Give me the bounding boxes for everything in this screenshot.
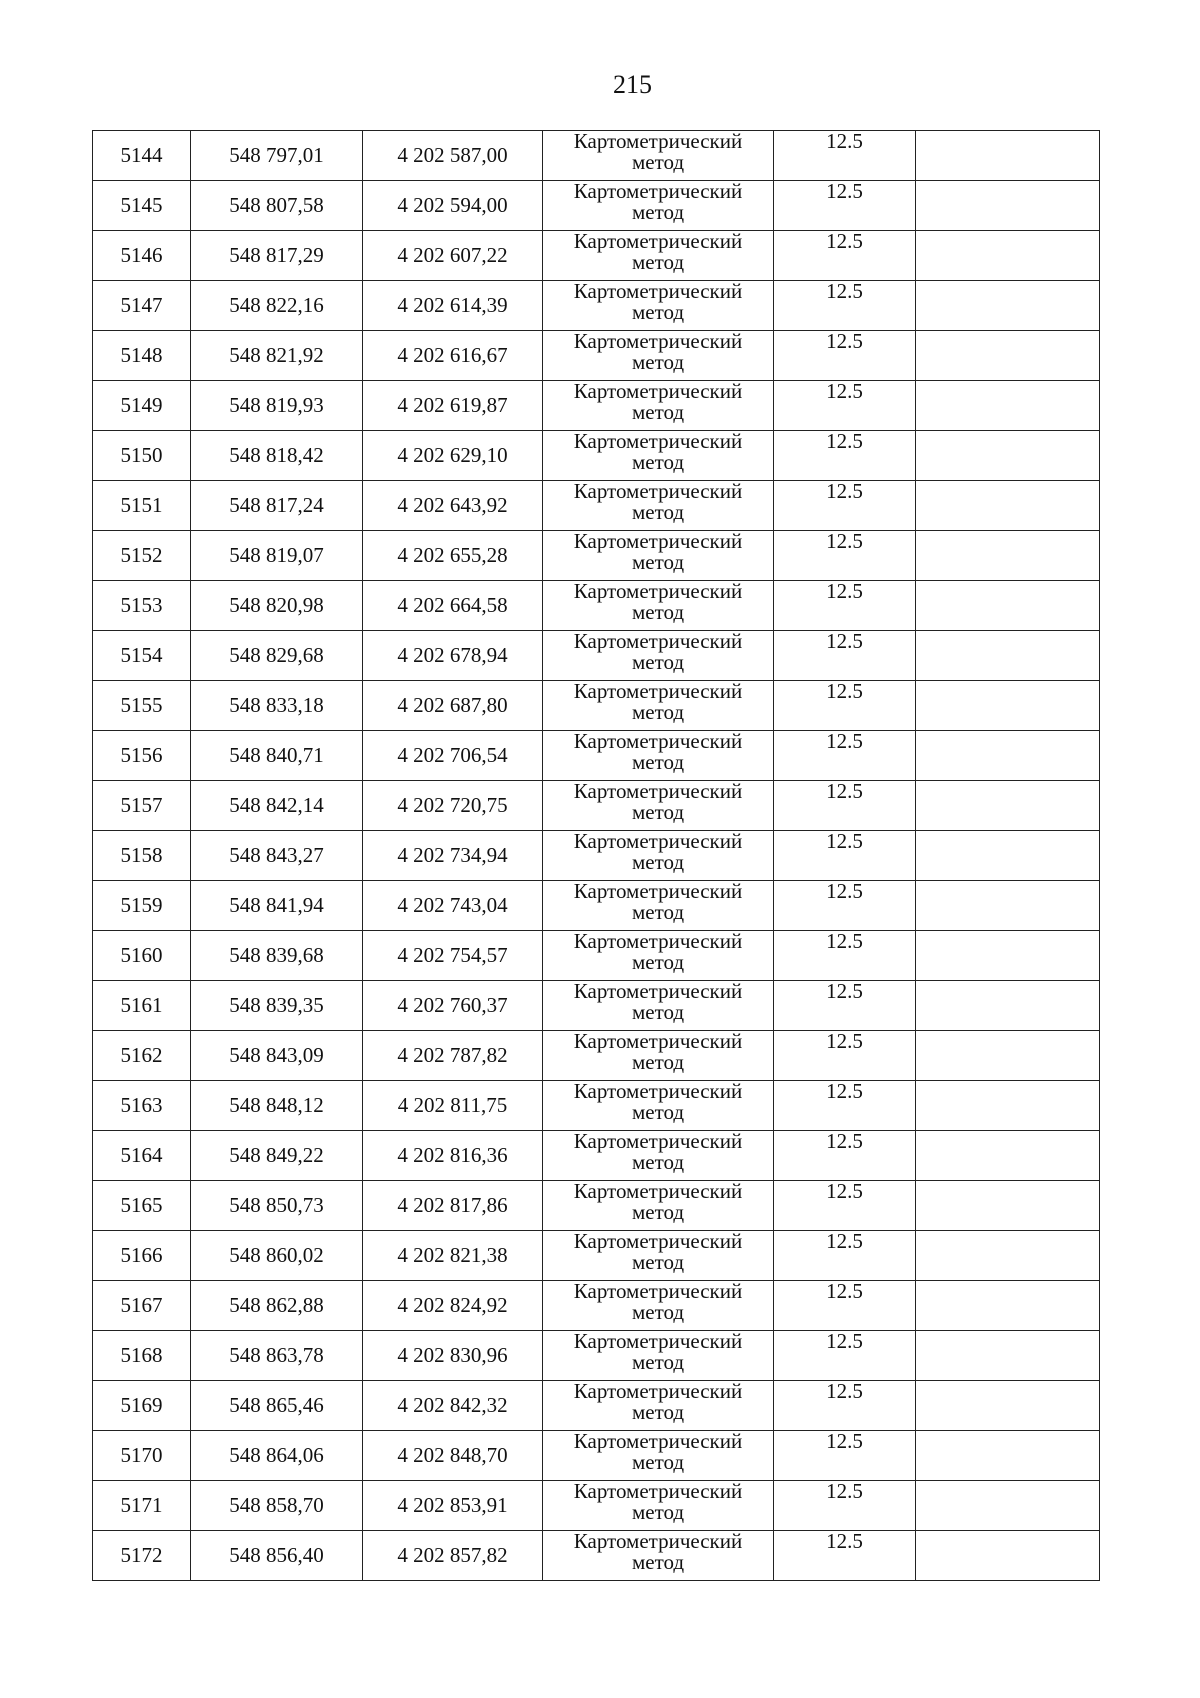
method-line-1: Картометрический [573, 1279, 743, 1303]
method-line-2: метод [631, 1050, 685, 1074]
note-cell [916, 481, 1100, 531]
note-cell [916, 381, 1100, 431]
accuracy-cell: 12.5 [774, 381, 916, 431]
method-line-2: метод [631, 300, 685, 324]
table-row [93, 331, 1100, 381]
coordinate-y-cell: 4 202 664,58 [363, 581, 543, 631]
note-cell [916, 531, 1100, 581]
accuracy-cell: 12.5 [774, 631, 916, 681]
note-cell [916, 181, 1100, 231]
note-cell [916, 1131, 1100, 1181]
coordinate-y-cell: 4 202 842,32 [363, 1381, 543, 1431]
accuracy-cell: 12.5 [774, 881, 916, 931]
method-cell [543, 381, 774, 431]
table-row [93, 831, 1100, 881]
coordinates-table-body [93, 131, 1100, 1581]
method-line-2: метод [631, 900, 685, 924]
point-number-cell: 5164 [93, 1131, 191, 1181]
note-cell [916, 1331, 1100, 1381]
method-cell [543, 331, 774, 381]
method-line-2: метод [631, 1200, 685, 1224]
accuracy-cell: 12.5 [774, 831, 916, 881]
coordinate-y-cell: 4 202 720,75 [363, 781, 543, 831]
point-number-cell: 5163 [93, 1081, 191, 1131]
note-cell [916, 431, 1100, 481]
method-cell [543, 1331, 774, 1381]
method-line-2: метод [631, 950, 685, 974]
method-cell [543, 1431, 774, 1481]
point-number-cell: 5162 [93, 1031, 191, 1081]
method-cell [543, 781, 774, 831]
note-cell [916, 831, 1100, 881]
method-cell [543, 1381, 774, 1431]
method-cell [543, 281, 774, 331]
method-cell [543, 1081, 774, 1131]
coordinate-y-cell: 4 202 614,39 [363, 281, 543, 331]
point-number-cell: 5172 [93, 1531, 191, 1581]
point-number-cell: 5146 [93, 231, 191, 281]
method-line-2: метод [631, 850, 685, 874]
accuracy-cell: 12.5 [774, 581, 916, 631]
table-row [93, 431, 1100, 481]
coordinate-x-cell: 548 833,18 [191, 681, 363, 731]
point-number-cell: 5144 [93, 131, 191, 181]
method-line-2: метод [631, 1250, 685, 1274]
point-number-cell: 5151 [93, 481, 191, 531]
coordinate-y-cell: 4 202 811,75 [363, 1081, 543, 1131]
coordinate-y-cell: 4 202 706,54 [363, 731, 543, 781]
method-line-1: Картометрический [573, 1029, 743, 1053]
note-cell [916, 1481, 1100, 1531]
note-cell [916, 131, 1100, 181]
method-cell [543, 581, 774, 631]
method-line-2: метод [631, 750, 685, 774]
coordinate-y-cell: 4 202 594,00 [363, 181, 543, 231]
point-number-cell: 5160 [93, 931, 191, 981]
note-cell [916, 1031, 1100, 1081]
point-number-cell: 5156 [93, 731, 191, 781]
method-line-1: Картометрический [573, 1379, 743, 1403]
method-line-2: метод [631, 800, 685, 824]
coordinate-x-cell: 548 865,46 [191, 1381, 363, 1431]
table-row [93, 1031, 1100, 1081]
accuracy-cell: 12.5 [774, 1081, 916, 1131]
note-cell [916, 681, 1100, 731]
table-row [93, 881, 1100, 931]
coordinate-y-cell: 4 202 760,37 [363, 981, 543, 1031]
accuracy-cell: 12.5 [774, 1481, 916, 1531]
note-cell [916, 1531, 1100, 1581]
point-number-cell: 5165 [93, 1181, 191, 1231]
method-cell [543, 881, 774, 931]
coordinate-x-cell: 548 821,92 [191, 331, 363, 381]
point-number-cell: 5161 [93, 981, 191, 1031]
method-cell [543, 181, 774, 231]
accuracy-cell: 12.5 [774, 1431, 916, 1481]
method-cell [543, 1031, 774, 1081]
method-line-2: метод [631, 200, 685, 224]
accuracy-cell: 12.5 [774, 1531, 916, 1581]
coordinate-x-cell: 548 820,98 [191, 581, 363, 631]
method-line-1: Картометрический [573, 879, 743, 903]
note-cell [916, 1081, 1100, 1131]
coordinate-y-cell: 4 202 817,86 [363, 1181, 543, 1231]
coordinate-x-cell: 548 829,68 [191, 631, 363, 681]
method-cell [543, 481, 774, 531]
coordinate-x-cell: 548 843,09 [191, 1031, 363, 1081]
accuracy-cell: 12.5 [774, 981, 916, 1031]
method-cell [543, 1181, 774, 1231]
coordinate-y-cell: 4 202 616,67 [363, 331, 543, 381]
coordinate-x-cell: 548 819,93 [191, 381, 363, 431]
coordinate-y-cell: 4 202 830,96 [363, 1331, 543, 1381]
table-row [93, 581, 1100, 631]
method-line-1: Картометрический [573, 529, 743, 553]
method-cell [543, 981, 774, 1031]
coordinate-y-cell: 4 202 787,82 [363, 1031, 543, 1081]
coordinate-y-cell: 4 202 629,10 [363, 431, 543, 481]
method-line-2: метод [631, 1150, 685, 1174]
method-cell [543, 731, 774, 781]
coordinate-x-cell: 548 849,22 [191, 1131, 363, 1181]
method-cell [543, 681, 774, 731]
accuracy-cell: 12.5 [774, 281, 916, 331]
method-line-2: метод [631, 1100, 685, 1124]
coordinate-y-cell: 4 202 824,92 [363, 1281, 543, 1331]
accuracy-cell: 12.5 [774, 781, 916, 831]
coordinate-x-cell: 548 840,71 [191, 731, 363, 781]
table-row [93, 231, 1100, 281]
point-number-cell: 5148 [93, 331, 191, 381]
method-cell [543, 1231, 774, 1281]
coordinate-x-cell: 548 850,73 [191, 1181, 363, 1231]
coordinate-y-cell: 4 202 619,87 [363, 381, 543, 431]
coordinate-y-cell: 4 202 853,91 [363, 1481, 543, 1531]
coordinate-x-cell: 548 819,07 [191, 531, 363, 581]
note-cell [916, 731, 1100, 781]
point-number-cell: 5155 [93, 681, 191, 731]
table-row [93, 281, 1100, 331]
method-line-1: Картометрический [573, 679, 743, 703]
method-line-1: Картометрический [573, 779, 743, 803]
method-cell [543, 1481, 774, 1531]
accuracy-cell: 12.5 [774, 1331, 916, 1381]
accuracy-cell: 12.5 [774, 1181, 916, 1231]
coordinate-x-cell: 548 817,29 [191, 231, 363, 281]
table-row [93, 681, 1100, 731]
accuracy-cell: 12.5 [774, 1231, 916, 1281]
method-line-1: Картометрический [573, 229, 743, 253]
table-row [93, 781, 1100, 831]
coordinate-x-cell: 548 818,42 [191, 431, 363, 481]
method-line-2: метод [631, 700, 685, 724]
table-row [93, 731, 1100, 781]
accuracy-cell: 12.5 [774, 531, 916, 581]
method-cell [543, 431, 774, 481]
method-line-2: метод [631, 450, 685, 474]
point-number-cell: 5153 [93, 581, 191, 631]
method-cell [543, 831, 774, 881]
accuracy-cell: 12.5 [774, 181, 916, 231]
coordinate-y-cell: 4 202 848,70 [363, 1431, 543, 1481]
coordinate-x-cell: 548 860,02 [191, 1231, 363, 1281]
table-row [93, 1181, 1100, 1231]
method-line-2: метод [631, 600, 685, 624]
table-row [93, 931, 1100, 981]
method-cell [543, 231, 774, 281]
coordinate-x-cell: 548 856,40 [191, 1531, 363, 1581]
table-row [93, 131, 1100, 181]
note-cell [916, 981, 1100, 1031]
coordinate-x-cell: 548 839,68 [191, 931, 363, 981]
point-number-cell: 5157 [93, 781, 191, 831]
point-number-cell: 5171 [93, 1481, 191, 1531]
note-cell [916, 1181, 1100, 1231]
method-line-2: метод [631, 650, 685, 674]
note-cell [916, 1431, 1100, 1481]
method-cell [543, 1531, 774, 1581]
point-number-cell: 5152 [93, 531, 191, 581]
method-line-1: Картометрический [573, 929, 743, 953]
accuracy-cell: 12.5 [774, 331, 916, 381]
method-line-1: Картометрический [573, 429, 743, 453]
method-line-1: Картометрический [573, 979, 743, 1003]
method-line-1: Картометрический [573, 1529, 743, 1553]
method-line-2: метод [631, 500, 685, 524]
table-row [93, 1131, 1100, 1181]
coordinate-y-cell: 4 202 687,80 [363, 681, 543, 731]
coordinate-y-cell: 4 202 816,36 [363, 1131, 543, 1181]
coordinate-x-cell: 548 797,01 [191, 131, 363, 181]
coordinate-x-cell: 548 822,16 [191, 281, 363, 331]
coordinate-y-cell: 4 202 678,94 [363, 631, 543, 681]
method-line-2: метод [631, 1550, 685, 1574]
method-line-2: метод [631, 1350, 685, 1374]
method-line-1: Картометрический [573, 1429, 743, 1453]
method-line-2: метод [631, 350, 685, 374]
method-line-2: метод [631, 1300, 685, 1324]
point-number-cell: 5170 [93, 1431, 191, 1481]
accuracy-cell: 12.5 [774, 431, 916, 481]
method-cell [543, 131, 774, 181]
method-line-1: Картометрический [573, 1229, 743, 1253]
table-row [93, 181, 1100, 231]
note-cell [916, 281, 1100, 331]
method-line-2: метод [631, 1500, 685, 1524]
method-line-2: метод [631, 550, 685, 574]
accuracy-cell: 12.5 [774, 731, 916, 781]
method-line-1: Картометрический [573, 579, 743, 603]
table-row [93, 1381, 1100, 1431]
point-number-cell: 5169 [93, 1381, 191, 1431]
method-line-1: Картометрический [573, 1079, 743, 1103]
point-number-cell: 5154 [93, 631, 191, 681]
method-line-2: метод [631, 1400, 685, 1424]
method-line-1: Картометрический [573, 329, 743, 353]
note-cell [916, 581, 1100, 631]
coordinate-y-cell: 4 202 607,22 [363, 231, 543, 281]
method-line-1: Картометрический [573, 1329, 743, 1353]
table-row [93, 981, 1100, 1031]
method-line-1: Картометрический [573, 829, 743, 853]
point-number-cell: 5168 [93, 1331, 191, 1381]
page-number: 215 [613, 70, 652, 99]
table-row [93, 1531, 1100, 1581]
method-cell [543, 631, 774, 681]
note-cell [916, 231, 1100, 281]
coordinate-y-cell: 4 202 655,28 [363, 531, 543, 581]
method-line-1: Картометрический [573, 1179, 743, 1203]
method-cell [543, 531, 774, 581]
point-number-cell: 5158 [93, 831, 191, 881]
method-line-1: Картометрический [573, 129, 743, 153]
method-line-1: Картометрический [573, 1129, 743, 1153]
coordinate-y-cell: 4 202 743,04 [363, 881, 543, 931]
note-cell [916, 1231, 1100, 1281]
method-line-2: метод [631, 1450, 685, 1474]
coordinate-y-cell: 4 202 734,94 [363, 831, 543, 881]
coordinate-x-cell: 548 817,24 [191, 481, 363, 531]
accuracy-cell: 12.5 [774, 131, 916, 181]
accuracy-cell: 12.5 [774, 681, 916, 731]
note-cell [916, 1281, 1100, 1331]
table-row [93, 631, 1100, 681]
coordinate-x-cell: 548 839,35 [191, 981, 363, 1031]
coordinate-y-cell: 4 202 857,82 [363, 1531, 543, 1581]
table-row [93, 1431, 1100, 1481]
table-row [93, 1081, 1100, 1131]
method-cell [543, 931, 774, 981]
method-line-1: Картометрический [573, 279, 743, 303]
note-cell [916, 1381, 1100, 1431]
coordinates-table [92, 130, 1100, 1581]
table-row [93, 381, 1100, 431]
coordinate-y-cell: 4 202 587,00 [363, 131, 543, 181]
method-line-1: Картометрический [573, 629, 743, 653]
method-line-1: Картометрический [573, 729, 743, 753]
method-cell [543, 1131, 774, 1181]
coordinate-y-cell: 4 202 821,38 [363, 1231, 543, 1281]
method-line-2: метод [631, 1000, 685, 1024]
table-row [93, 531, 1100, 581]
table-row [93, 1331, 1100, 1381]
accuracy-cell: 12.5 [774, 931, 916, 981]
method-line-1: Картометрический [573, 1479, 743, 1503]
point-number-cell: 5159 [93, 881, 191, 931]
method-line-2: метод [631, 250, 685, 274]
accuracy-cell: 12.5 [774, 481, 916, 531]
coordinate-y-cell: 4 202 643,92 [363, 481, 543, 531]
method-line-1: Картометрический [573, 379, 743, 403]
point-number-cell: 5149 [93, 381, 191, 431]
accuracy-cell: 12.5 [774, 231, 916, 281]
table-row [93, 1231, 1100, 1281]
point-number-cell: 5145 [93, 181, 191, 231]
note-cell [916, 631, 1100, 681]
point-number-cell: 5150 [93, 431, 191, 481]
accuracy-cell: 12.5 [774, 1031, 916, 1081]
coordinate-x-cell: 548 848,12 [191, 1081, 363, 1131]
coordinate-x-cell: 548 863,78 [191, 1331, 363, 1381]
table-row [93, 1481, 1100, 1531]
point-number-cell: 5167 [93, 1281, 191, 1331]
note-cell [916, 931, 1100, 981]
method-line-1: Картометрический [573, 179, 743, 203]
method-line-2: метод [631, 150, 685, 174]
accuracy-cell: 12.5 [774, 1131, 916, 1181]
method-line-1: Картометрический [573, 479, 743, 503]
coordinate-x-cell: 548 841,94 [191, 881, 363, 931]
coordinate-x-cell: 548 858,70 [191, 1481, 363, 1531]
note-cell [916, 331, 1100, 381]
note-cell [916, 881, 1100, 931]
table-row [93, 1281, 1100, 1331]
method-line-2: метод [631, 400, 685, 424]
table-row [93, 481, 1100, 531]
accuracy-cell: 12.5 [774, 1281, 916, 1331]
coordinate-x-cell: 548 864,06 [191, 1431, 363, 1481]
accuracy-cell: 12.5 [774, 1381, 916, 1431]
coordinate-x-cell: 548 842,14 [191, 781, 363, 831]
coordinate-y-cell: 4 202 754,57 [363, 931, 543, 981]
point-number-cell: 5147 [93, 281, 191, 331]
method-cell [543, 1281, 774, 1331]
coordinate-x-cell: 548 862,88 [191, 1281, 363, 1331]
coordinate-x-cell: 548 843,27 [191, 831, 363, 881]
note-cell [916, 781, 1100, 831]
coordinate-x-cell: 548 807,58 [191, 181, 363, 231]
point-number-cell: 5166 [93, 1231, 191, 1281]
